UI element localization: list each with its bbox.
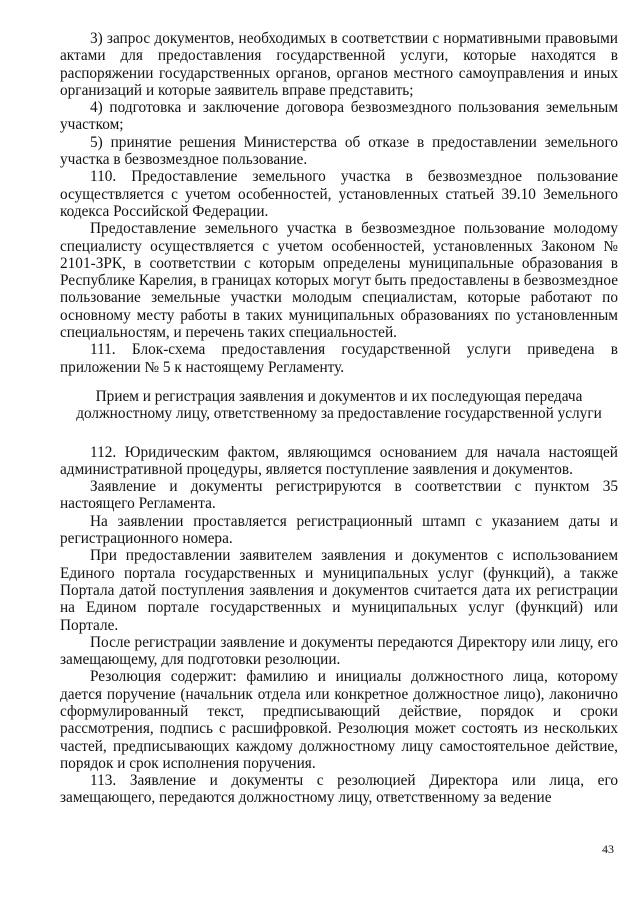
list-item-3-request-documents: 3) запрос документов, необходимых в соответствии с нормативными правовыми актами для предоставления государственной услуги, которые находятся в распоряжении государственных органов, органов местного самоуправления и иных организаций и которые заявитель вправе представить; [60,30,618,99]
section-heading-line-1: Прием и регистрация заявления и документов и их последующая передача [95,387,583,405]
stamp-paragraph: На заявлении проставляется регистрационный штамп с указанием даты и регистрационного номера. [60,512,618,548]
section-heading-line-2: должностному лицу, ответственному за предоставление государственной услуги [76,405,602,423]
section-heading [60,388,618,423]
transfer-paragraph: После регистрации заявление и документы передаются Директору или лицу, его замещающему, для подготовки резолюции. [60,633,618,669]
clause-113: 113. Заявление и документы с резолюцией Директора или лица, его замещающего, передаются должностному лицу, ответственному за ведение [60,772,618,807]
paragraphs-bottom [60,444,618,807]
clause-110-young-specialist: Предоставление земельного участка в безвозмездное пользование молодому специалисту осуществляется с учетом особенностей, установленных Законом № 2101-ЗРК, в соответствии с которым определены муниципальные образования в Республике Карелия, в границах которых могут быть предоставлены в безвозмездное пользование земельные участки молодым специалистам, которые работают по основному месту работы в таких муниципальных образованиях по установленным специальностям, и перечень таких специальностей. [60,220,618,342]
portal-paragraph: При предоставлении заявителем заявления и документов с использованием Единого портала государственных и муниципальных услуг (функций), а также Портала датой поступления заявления и документов считается дата их регистрации на Едином портале государственных и муниципальных услуг (функций) или Портале. [60,547,618,634]
resolution-paragraph: Резолюция содержит: фамилию и инициалы должностного лица, которому дается поручение (начальник отдела или конкретное должностное лицо), лаконично сформулированный текст, предписывающий действие, порядок и сроки рассмотрения, подпись с расшифровкой. Резолюция может состоять из нескольких частей, предписывающих каждому должностному лицу самостоятельное действие, порядок и срок исполнения поручения. [60,668,618,772]
list-item-4-contract-preparation: 4) подготовка и заключение договора безвозмездного пользования земельным участком; [60,99,618,134]
clause-112: 112. Юридическим фактом, являющимся основанием для начала настоящей административной процедуры, является поступление заявления и документов. [60,443,618,478]
registration-paragraph: Заявление и документы регистрируются в соответствии с пунктом 35 настоящего Регламента. [60,478,618,513]
paragraphs-top [60,30,618,376]
clause-111: 111. Блок-схема предоставления государственной услуги приведена в приложении № 5 к настоящему Регламенту. [60,341,618,376]
clause-110: 110. Предоставление земельного участка в безвозмездное пользование осуществляется с учетом особенностей, установленных статьей 39.10 Земельного кодекса Российской Федерации. [60,168,618,220]
list-item-5-refusal-decision: 5) принятие решения Министерства об отказе в предоставлении земельного участка в безвозмездное пользование. [60,133,618,169]
page-number: 43 [602,842,614,856]
